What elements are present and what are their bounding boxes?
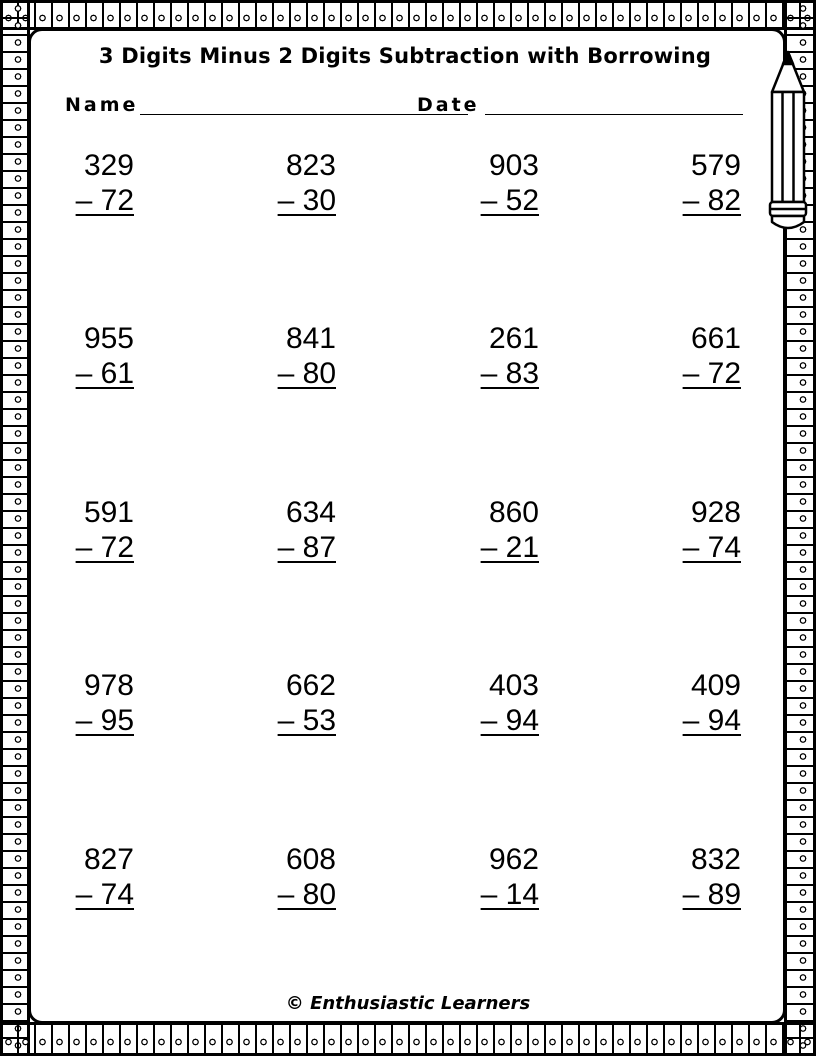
name-date-row [65,94,745,120]
problem-subtrahend: – 94 [480,704,539,737]
problem-item [64,321,134,391]
problem-subtrahend: – 87 [277,531,336,564]
problem-subtrahend: – 61 [75,357,134,390]
problem-item [671,495,741,565]
problem-item [266,321,336,391]
problem-item [64,842,134,912]
worksheet-title: 3 Digits Minus 2 Digits Subtraction with Borrowing [98,44,712,68]
problem-minuend: 823 [285,149,336,182]
problem-subtrahend: – 80 [277,878,336,911]
problem-minuend: 661 [690,322,741,355]
problem-subtrahend: – 52 [480,184,539,217]
problem-minuend: 608 [285,843,336,876]
problem-item [671,148,741,218]
problem-item [64,668,134,738]
problem-minuend: 978 [83,669,134,702]
date-field-line[interactable] [485,114,743,115]
problem-minuend: 329 [83,149,134,182]
problem-subtrahend: – 74 [682,531,741,564]
problem-item [266,842,336,912]
problem-item [266,148,336,218]
date-label: Date [417,94,480,116]
problem-minuend: 903 [488,149,539,182]
name-label: Name [65,94,139,116]
problem-minuend: 841 [285,322,336,355]
problem-minuend: 962 [488,843,539,876]
problem-minuend: 860 [488,496,539,529]
problem-subtrahend: – 82 [682,184,741,217]
problem-subtrahend: – 53 [277,704,336,737]
problem-minuend: 832 [690,843,741,876]
problem-subtrahend: – 94 [682,704,741,737]
bottom-border [0,1022,816,1056]
problem-minuend: 955 [83,322,134,355]
problem-item [469,321,539,391]
problem-subtrahend: – 80 [277,357,336,390]
left-border [0,0,30,1056]
problem-subtrahend: – 14 [480,878,539,911]
problem-subtrahend: – 72 [682,357,741,390]
problem-subtrahend: – 72 [75,531,134,564]
problem-minuend: 409 [690,669,741,702]
problem-item [469,842,539,912]
pencil-icon [764,44,814,234]
problem-minuend: 634 [285,496,336,529]
problem-minuend: 662 [285,669,336,702]
problem-subtrahend: – 30 [277,184,336,217]
problem-subtrahend: – 72 [75,184,134,217]
problem-item [469,668,539,738]
problem-item [266,668,336,738]
problem-subtrahend: – 21 [480,531,539,564]
problem-subtrahend: – 74 [75,878,134,911]
problem-minuend: 591 [83,496,134,529]
problem-item [469,495,539,565]
top-border [0,0,816,30]
problem-subtrahend: – 83 [480,357,539,390]
problem-item [266,495,336,565]
problem-minuend: 261 [488,322,539,355]
problem-item [671,321,741,391]
copyright-footer: © Enthusiastic Learners [285,993,531,1014]
problem-minuend: 928 [690,496,741,529]
problem-item [64,495,134,565]
problem-minuend: 403 [488,669,539,702]
problem-item [671,668,741,738]
problem-item [671,842,741,912]
problem-item [469,148,539,218]
problem-subtrahend: – 89 [682,878,741,911]
problem-subtrahend: – 95 [75,704,134,737]
problem-minuend: 827 [83,843,134,876]
problem-item [64,148,134,218]
problem-minuend: 579 [690,149,741,182]
